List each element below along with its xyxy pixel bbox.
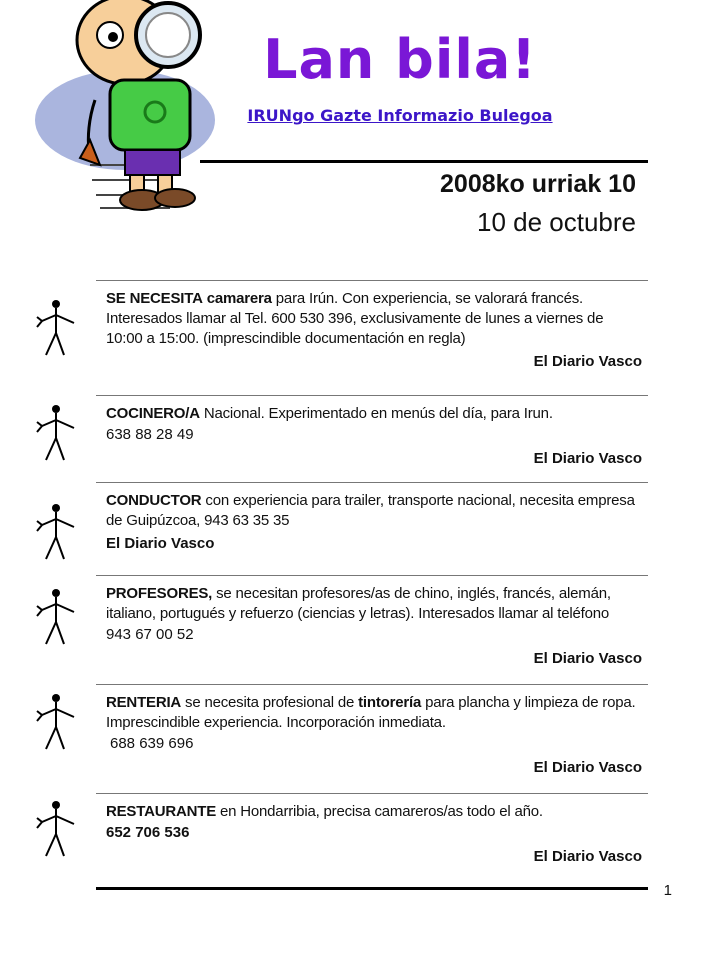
ad-source: El Diario Vasco	[533, 353, 642, 370]
ad-lead: RESTAURANTE	[106, 803, 217, 820]
ad-lead: COCINERO/A	[106, 405, 200, 422]
ad-body: con experiencia para trailer, transporte nacional, necesita empresa de Guipúzcoa, 943 63 35 35	[106, 492, 635, 529]
page-number: 1	[663, 882, 672, 899]
ad-highlight: camarera	[206, 290, 272, 307]
stick-figure-icon	[34, 588, 78, 646]
ad-body: para Irún. Con experiencia, se valorará francés. Interesados llamar al Tel. 600 530 396, exclusivamente de lunes a viernes de 10:00 a 15:00. (imprescindible documentación en regla)	[106, 290, 604, 347]
office-link[interactable]: IRUNgo Gazte Informazio Bulegoa	[247, 106, 553, 125]
ad-source: El Diario Vasco	[106, 535, 215, 552]
ad-lead: RENTERIA	[106, 694, 182, 711]
ad-phone: 652 706 536	[106, 824, 190, 841]
ad-source: El Diario Vasco	[533, 759, 642, 776]
page-title: Lan bila!	[263, 28, 537, 91]
ad-source: El Diario Vasco	[533, 450, 642, 467]
stick-figure-icon	[34, 404, 78, 462]
ad-body-continued: para plancha y limpieza de ropa. Imprescindible experiencia. Incorporación inmediata.	[106, 694, 636, 731]
mascot-illustration	[30, 0, 220, 220]
job-listings	[96, 280, 648, 884]
stick-figure-icon	[34, 299, 78, 357]
ad-body: se necesitan profesores/as de chino, inglés, francés, alemán, italiano, portugués y refuerzo (ciencias y letras). Interesados llamar al teléfono	[106, 585, 611, 622]
ad-highlight: tintorería	[358, 694, 422, 711]
ad-phone: 688 639 696	[110, 735, 194, 752]
stick-figure-icon	[34, 693, 78, 751]
stick-figure-icon	[34, 800, 78, 858]
job-ad	[96, 575, 648, 684]
ad-lead: PROFESORES,	[106, 585, 213, 602]
ad-phone: 943 67 00 52	[106, 626, 194, 643]
ad-source: El Diario Vasco	[533, 650, 642, 667]
date-basque: 2008ko urriak 10	[440, 170, 636, 198]
ad-lead: SE NECESITA	[106, 290, 203, 307]
ad-body: se necesita profesional de	[185, 694, 355, 711]
ad-source: El Diario Vasco	[533, 848, 642, 865]
job-ad	[96, 684, 648, 793]
job-ad	[96, 395, 648, 482]
job-ad	[96, 793, 648, 884]
ad-body: en Hondarribia, precisa camareros/as todo el año.	[220, 803, 543, 820]
stick-figure-icon	[34, 503, 78, 561]
bottom-divider	[96, 887, 648, 890]
ad-lead: CONDUCTOR	[106, 492, 202, 509]
job-ad	[96, 482, 648, 575]
date-spanish: 10 de octubre	[476, 207, 636, 237]
job-ad	[96, 280, 648, 395]
top-divider	[200, 160, 648, 163]
ad-body: Nacional. Experimentado en menús del día, para Irun.	[203, 405, 553, 422]
ad-phone: 638 88 28 49	[106, 426, 194, 443]
